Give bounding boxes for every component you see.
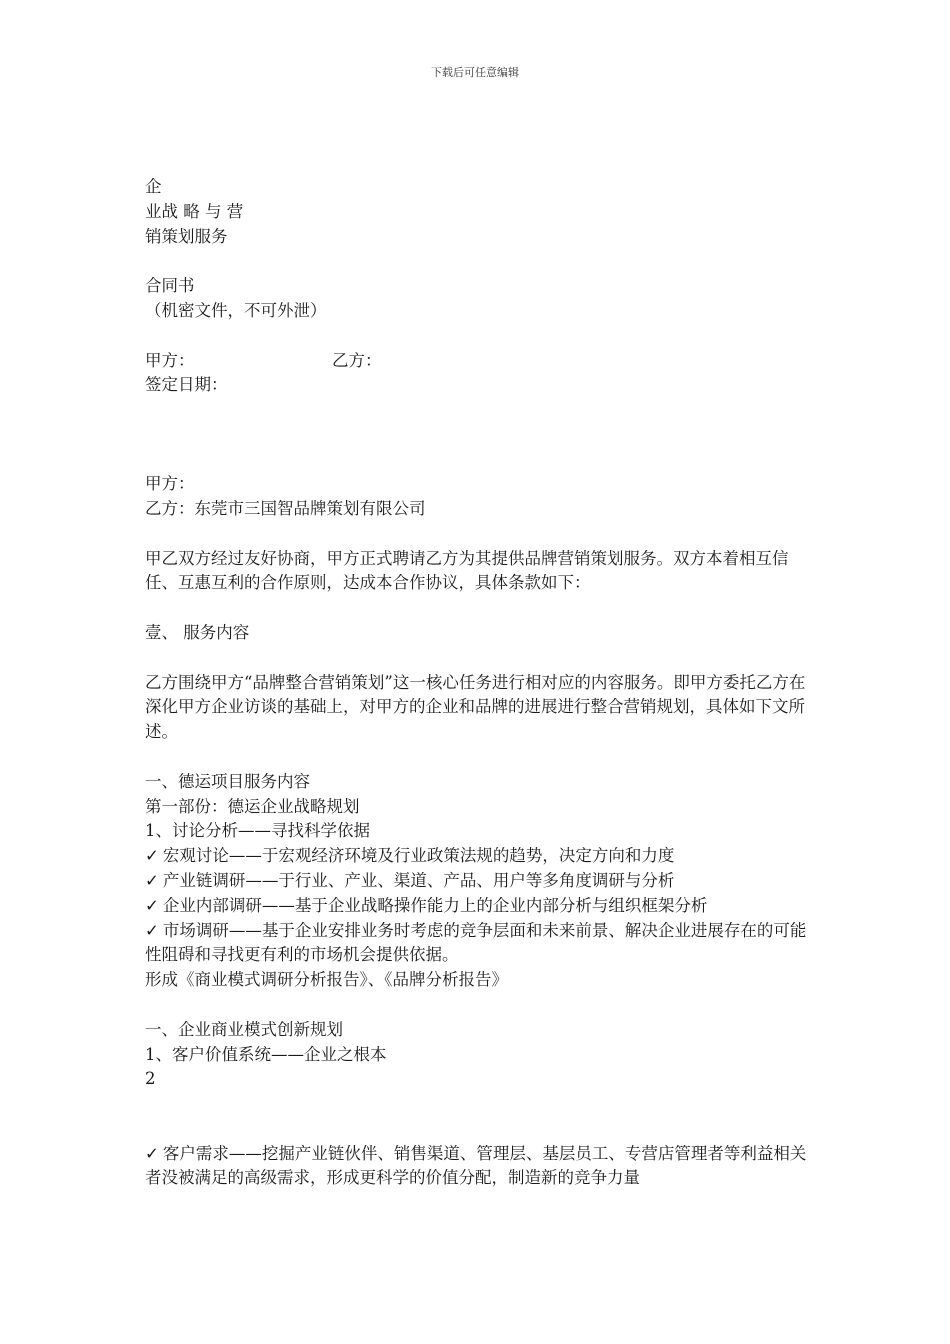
spacer [145, 398, 813, 472]
list-item [145, 844, 813, 869]
list-item-text: 企业内部调研——基于企业战略操作能力上的企业内部分析与组织框架分析 [162, 895, 708, 915]
cover-title-line-3: 销策划服务 [145, 226, 228, 246]
page-header-note: 下载后可任意编辑 [431, 66, 519, 79]
check-icon: ✓ [145, 1143, 159, 1163]
business-model-continuation: 者没被满足的高级需求，形成更科学的价值分配，制造新的竞争力量 [145, 1168, 640, 1188]
business-model-heading: 一、企业商业模式创新规划 [145, 1019, 343, 1039]
project-heading: 一、德运项目服务内容 [145, 771, 310, 791]
cover-title-line-2: 业战 略 与 营 [145, 201, 244, 221]
check-icon: ✓ [145, 895, 159, 915]
document-body [145, 175, 813, 1191]
party-b-line: 乙方：东莞市三国智品牌策划有限公司 [145, 498, 426, 518]
cover-title-line-1: 企 [145, 177, 162, 196]
check-icon: ✓ [145, 846, 159, 866]
spacer [145, 596, 813, 621]
check-icon: ✓ [145, 920, 159, 940]
list-item [145, 869, 813, 894]
spacer [145, 249, 813, 274]
list-item [145, 894, 813, 919]
project-sub-1: 1、讨论分析——寻找科学依据 [145, 821, 370, 841]
section-1-heading: 壹、 服务内容 [145, 622, 250, 642]
cover-party-b-label: 乙方： [332, 350, 382, 370]
cover-title-line-4: 合同书 [145, 276, 195, 296]
party-a-line: 甲方： [145, 474, 195, 494]
project-result: 形成《商业模式调研分析报告》、《品牌分析报告》 [145, 970, 508, 990]
spacer [145, 1092, 813, 1117]
spacer [145, 646, 813, 671]
page-number: 2 [145, 1069, 156, 1089]
signing-date-label: 签定日期： [145, 375, 228, 395]
check-icon: ✓ [145, 870, 159, 890]
list-item-text: 产业链调研——于行业、产业、渠道、产品、用户等多角度调研与分析 [162, 870, 675, 890]
list-item [145, 919, 813, 969]
list-item-text: 宏观讨论——于宏观经济环境及行业政策法规的趋势，决定方向和力度 [162, 846, 675, 866]
cover-party-a-label: 甲方： [145, 350, 195, 370]
spacer [145, 324, 813, 349]
spacer [145, 1117, 813, 1142]
list-item-text: 市场调研——基于企业安排业务时考虑的竞争层面和未来前景、解决企业进展存在的可能性阻碍和寻找更有利的市场机会提供依据。 [145, 920, 807, 965]
intro-paragraph: 甲乙双方经过友好协商，甲方正式聘请乙方为其提供品牌营销策划服务。双方本着相互信任、互惠互利的合作原则，达成本合作协议，具体条款如下： [145, 548, 789, 593]
spacer [145, 993, 813, 1018]
list-item [145, 1142, 813, 1167]
section-1-body: 乙方围绕甲方“品牌整合营销策划”这一核心任务进行相对应的内容服务。即甲方委托乙方在深化甲方企业访谈的基础上，对甲方的企业和品牌的进展进行整合营销规划，具体如下文所述。 [145, 672, 806, 742]
cover-party-row [145, 349, 813, 374]
confidential-note: （机密文件，不可外泄） [145, 300, 327, 320]
business-model-sub-1: 1、客户价值系统——企业之根本 [145, 1044, 387, 1064]
list-item-text: 客户需求——挖掘产业链伙伴、销售渠道、管理层、基层员工、专营店管理者等利益相关 [162, 1143, 807, 1163]
spacer [145, 745, 813, 770]
spacer [145, 522, 813, 547]
project-part-1: 第一部份：德运企业战略规划 [145, 796, 360, 816]
